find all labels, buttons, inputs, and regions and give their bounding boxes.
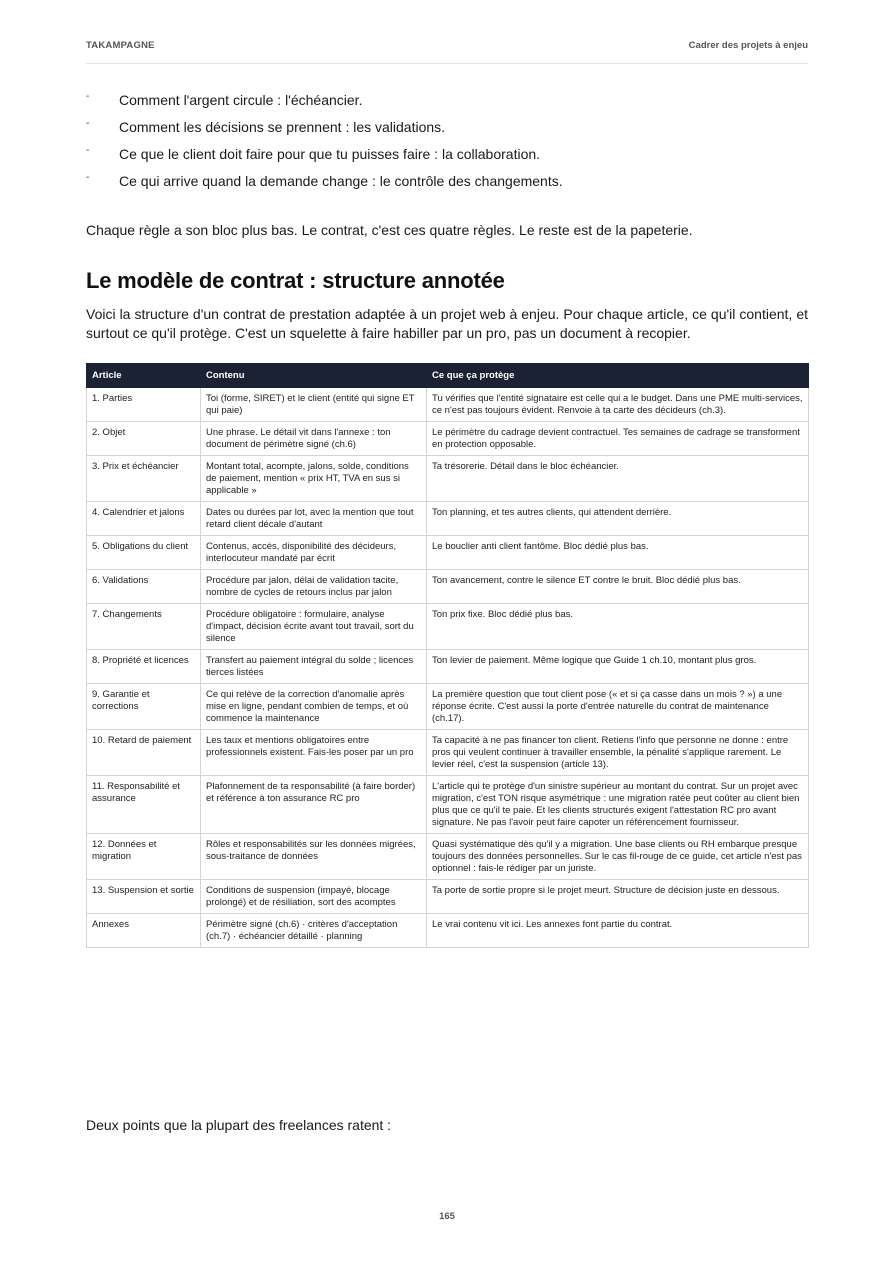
table-cell-contenu: Les taux et mentions obligatoires entre professionnels existent. Fais-les poser par un pro [201, 730, 427, 776]
header-brand: TAKAMPAGNE [86, 40, 155, 51]
column-header-contenu: Contenu [201, 364, 427, 388]
table-cell-article: 6. Validations [87, 570, 201, 604]
table-cell-protection: Le vrai contenu vit ici. Les annexes font partie du contrat. [427, 914, 809, 948]
table-row [87, 880, 809, 914]
list-item-text: Ce qui arrive quand la demande change : le contrôle des changements. [119, 173, 563, 189]
table-cell-article: 9. Garantie et corrections [87, 684, 201, 730]
closing-paragraph: Deux points que la plupart des freelances ratent : [86, 1117, 392, 1133]
table-row [87, 502, 809, 536]
table-cell-contenu: Rôles et responsabilités sur les données migrées, sous-traitance de données [201, 834, 427, 880]
list-item [86, 173, 808, 200]
table-cell-contenu: Périmètre signé (ch.6) · critères d'acceptation (ch.7) · échéancier détaillé · planning [201, 914, 427, 948]
table-cell-contenu: Transfert au paiement intégral du solde ; licences tierces listées [201, 650, 427, 684]
table-cell-contenu: Procédure par jalon, délai de validation tacite, nombre de cycles de retours inclus par jalon [201, 570, 427, 604]
bullet-marker: - [86, 118, 90, 129]
table-cell-protection: La première question que tout client pose (« et si ça casse dans un mois ? ») a une réponse écrite. C'est aussi la porte d'entrée naturelle du contrat de maintenance (ch.17). [427, 684, 809, 730]
table-cell-protection: Quasi systématique dès qu'il y a migration. Une base clients ou RH embarque presque toujours des données personnelles. Sur le cas fil-rouge de ce guide, cet article n'est pas optionnel : fais-le rédiger par un juriste. [427, 834, 809, 880]
table-row [87, 456, 809, 502]
table-cell-protection: Le périmètre du cadrage devient contractuel. Tes semaines de cadrage se transforment en protection opposable. [427, 422, 809, 456]
table-cell-contenu: Toi (forme, SIRET) et le client (entité qui signe ET qui paie) [201, 388, 427, 422]
table-cell-contenu: Dates ou durées par lot, avec la mention que tout retard client décale d'autant [201, 502, 427, 536]
table-cell-contenu: Conditions de suspension (impayé, blocage prolongé) et de résiliation, sort des acomptes [201, 880, 427, 914]
table-cell-article: 10. Retard de paiement [87, 730, 201, 776]
table-row [87, 834, 809, 880]
table-row [87, 776, 809, 834]
table-cell-article: 8. Propriété et licences [87, 650, 201, 684]
table-cell-protection: Ta porte de sortie propre si le projet meurt. Structure de décision juste en dessous. [427, 880, 809, 914]
table-cell-article: 12. Données et migration [87, 834, 201, 880]
intro-paragraph: Chaque règle a son bloc plus bas. Le contrat, c'est ces quatre règles. Le reste est de la papeterie. [86, 222, 693, 238]
table-cell-protection: Ton planning, et tes autres clients, qui attendent derrière. [427, 502, 809, 536]
table-cell-protection: Ta trésorerie. Détail dans le bloc échéancier. [427, 456, 809, 502]
table-cell-protection: Ton levier de paiement. Même logique que Guide 1 ch.10, montant plus gros. [427, 650, 809, 684]
bullet-marker: - [86, 145, 90, 156]
table-cell-protection: Tu vérifies que l'entité signataire est celle qui a le budget. Dans une PME multi-services, ce n'est pas toujours évident. Renvoie à ta carte des décideurs (ch.3). [427, 388, 809, 422]
table-cell-protection: Ta capacité à ne pas financer ton client. Retiens l'info que personne ne donne : entre pros qui veulent continuer à travailler ensemble, la pénalité s'applique rarement. Le levier réel, c'est la suspension (article 13). [427, 730, 809, 776]
bullet-marker: - [86, 172, 90, 183]
table-cell-protection: L'article qui te protège d'un sinistre supérieur au montant du contrat. Sur un projet avec migration, c'est TON risque asymétrique : une migration ratée peut coûter au client bien plus que ce qu'il te paie. Et les clients structurés exigent l'attestation RC pro avant signature. Ne pas l'avoir peut faire capoter un référencement fournisseur. [427, 776, 809, 834]
bullet-marker: - [86, 91, 90, 102]
table-row [87, 730, 809, 776]
list-item [86, 92, 808, 119]
table-row [87, 650, 809, 684]
table-cell-protection: Ton prix fixe. Bloc dédié plus bas. [427, 604, 809, 650]
table-cell-contenu: Contenus, accès, disponibilité des décideurs, interlocuteur mandaté par écrit [201, 536, 427, 570]
list-item-text: Ce que le client doit faire pour que tu puisses faire : la collaboration. [119, 146, 541, 162]
table-cell-article: 4. Calendrier et jalons [87, 502, 201, 536]
table-cell-article: 7. Changements [87, 604, 201, 650]
column-header-protection: Ce que ça protège [427, 364, 809, 388]
table-cell-protection: Ton avancement, contre le silence ET contre le bruit. Bloc dédié plus bas. [427, 570, 809, 604]
table-cell-article: 11. Responsabilité et assurance [87, 776, 201, 834]
section-paragraph: Voici la structure d'un contrat de prestation adaptée à un projet web à enjeu. Pour chaque article, ce qu'il contient, et surtout ce qu'il protège. C'est un squelette à faire habiller par un pro, pas un document à recopier. [86, 306, 808, 341]
list-item-text: Comment les décisions se prennent : les validations. [119, 119, 446, 135]
table-row [87, 536, 809, 570]
list-item-text: Comment l'argent circule : l'échéancier. [119, 92, 363, 108]
table-row [87, 684, 809, 730]
page-number: 165 [439, 1211, 455, 1222]
table-header-row [87, 364, 809, 388]
table-row [87, 570, 809, 604]
column-header-article: Article [87, 364, 201, 388]
table-cell-article: Annexes [87, 914, 201, 948]
table-cell-contenu: Plafonnement de ta responsabilité (à faire border) et référence à ton assurance RC pro [201, 776, 427, 834]
rules-list [86, 92, 808, 200]
table-row [87, 422, 809, 456]
section-title: Le modèle de contrat : structure annotée [86, 268, 505, 293]
header-chapter-title: Cadrer des projets à enjeu [688, 40, 808, 51]
table-cell-contenu: Une phrase. Le détail vit dans l'annexe : ton document de périmètre signé (ch.6) [201, 422, 427, 456]
list-item [86, 146, 808, 173]
document-page [86, 0, 808, 1263]
table-cell-contenu: Ce qui relève de la correction d'anomalie après mise en ligne, pendant combien de temps, et où commence la maintenance [201, 684, 427, 730]
table-cell-article: 3. Prix et échéancier [87, 456, 201, 502]
table-row [87, 604, 809, 650]
table-cell-protection: Le bouclier anti client fantôme. Bloc dédié plus bas. [427, 536, 809, 570]
table-cell-article: 2. Objet [87, 422, 201, 456]
running-header [86, 40, 808, 64]
contract-structure-table [86, 363, 809, 948]
table-cell-contenu: Procédure obligatoire : formulaire, analyse d'impact, décision écrite avant tout travail, sort du silence [201, 604, 427, 650]
table-cell-article: 1. Parties [87, 388, 201, 422]
table-row [87, 914, 809, 948]
table-row [87, 388, 809, 422]
table-cell-article: 5. Obligations du client [87, 536, 201, 570]
list-item [86, 119, 808, 146]
table-cell-article: 13. Suspension et sortie [87, 880, 201, 914]
table-cell-contenu: Montant total, acompte, jalons, solde, conditions de paiement, mention « prix HT, TVA en sus si applicable » [201, 456, 427, 502]
